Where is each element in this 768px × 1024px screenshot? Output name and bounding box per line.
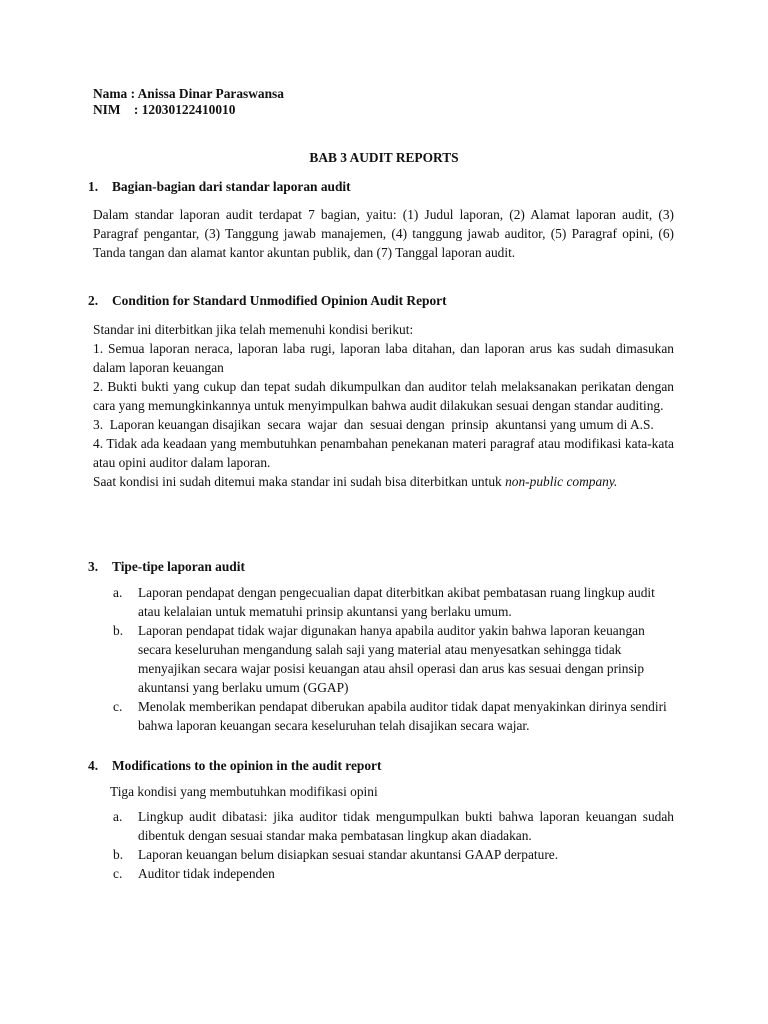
student-nim: NIM : 12030122410010 xyxy=(93,102,236,117)
student-header xyxy=(93,86,284,118)
section-title: Condition for Standard Unmodified Opinion Audit Report xyxy=(112,293,447,308)
section-2-body xyxy=(93,320,674,491)
list-item xyxy=(113,697,674,735)
list-item xyxy=(113,807,674,845)
section-4-intro xyxy=(110,782,691,801)
list-item xyxy=(113,845,674,864)
list-item xyxy=(113,864,674,883)
condition-item: 1. Semua laporan neraca, laporan laba rugi, laporan laba ditahan, dan laporan arus kas sudah dimasukan dalam laporan keuangan xyxy=(93,341,674,375)
section-number: 2. xyxy=(88,293,99,308)
condition-item: 4. Tidak ada keadaan yang membutuhkan penambahan penekanan materi paragraf atau modifikasi kata-kata atau opini auditor dalam laporan. xyxy=(93,436,674,470)
document-title: BAB 3 AUDIT REPORTS xyxy=(309,150,459,165)
section-title: Modifications to the opinion in the audit report xyxy=(112,758,382,773)
condition-item: 2. Bukti bukti yang cukup dan tepat sudah dikumpulkan dan auditor telah melaksanakan perikatan dengan cara yang memungkinkannya untuk menyimpulkan bahwa audit dilakukan sesuai dengan standar auditing. xyxy=(93,379,674,413)
audit-report-types-list xyxy=(113,583,674,735)
list-item xyxy=(113,583,674,621)
list-item-text: Laporan pendapat tidak wajar digunakan hanya apabila auditor yakin bahwa laporan keuangan secara keseluruhan mengandung salah saji yang material atau menyesatkan sehingga tidak menyajikan secara wajar posisi keuangan atau ahsil operasi dan arus kas sesuai dengan prinsip akuntansi yang berlaku umum (GGAP) xyxy=(138,623,645,695)
modification-conditions-list xyxy=(113,807,674,883)
list-item xyxy=(113,621,674,697)
section-number: 1. xyxy=(88,179,99,194)
section-1-heading xyxy=(88,177,351,196)
closing-text: Saat kondisi ini sudah ditemui maka standar ini sudah bisa diterbitkan untuk xyxy=(93,474,506,489)
condition-item: 3. Laporan keuangan disajikan secara wajar dan sesuai dengan prinsip akuntansi yang umum di A.S. xyxy=(93,417,654,432)
closing-paragraph xyxy=(93,472,674,491)
student-name: Nama : Anissa Dinar Paraswansa xyxy=(93,86,284,101)
list-item-text: Laporan keuangan belum disiapkan sesuai standar akuntansi GAAP derpature. xyxy=(138,847,559,862)
list-marker: a. xyxy=(113,809,123,824)
list-item-text: Laporan pendapat dengan pengecualian dapat diterbitkan akibat pembatasan ruang lingkup audit atau kelalaian untuk mematuhi prinsip akuntansi yang berlaku umum. xyxy=(138,585,655,619)
list-marker: c. xyxy=(113,699,123,714)
section-1-paragraph xyxy=(93,205,674,262)
section-intro: Tiga kondisi yang membutuhkan modifikasi opini xyxy=(110,784,378,799)
list-marker: b. xyxy=(113,623,124,638)
section-4-heading xyxy=(88,756,381,775)
paragraph-text: Dalam standar laporan audit terdapat 7 bagian, yaitu: (1) Judul laporan, (2) Alamat laporan audit, (3) Paragraf pengantar, (3) Tanggung jawab manajemen, (4) tanggung jawab auditor, (5) Paragraf opini, (6) Tanda tangan dan alamat kantor akuntan publik, dan (7) Tanggal laporan audit. xyxy=(93,207,674,260)
section-number: 3. xyxy=(88,559,99,574)
list-item-text: Lingkup audit dibatasi: jika auditor tidak mengumpulkan bukti bahwa laporan keuangan sudah dibentuk dengan sesuai standar maka pembatasan lingkup akan diadakan. xyxy=(138,809,674,843)
section-intro: Standar ini diterbitkan jika telah memenuhi kondisi berikut: xyxy=(93,322,414,337)
list-item-text: Menolak memberikan pendapat diberukan apabila auditor tidak dapat menyakinkan dirinya sendiri bahwa laporan keuangan secara keseluruhan telah disajikan secara wajar. xyxy=(138,699,667,733)
section-2-heading xyxy=(88,291,447,310)
closing-italic: non-public company. xyxy=(505,474,618,489)
section-number: 4. xyxy=(88,758,99,773)
section-3-heading xyxy=(88,557,245,576)
section-title: Bagian-bagian dari standar laporan audit xyxy=(112,179,351,194)
list-marker: c. xyxy=(113,866,123,881)
section-title: Tipe-tipe laporan audit xyxy=(112,559,245,574)
list-item-text: Auditor tidak independen xyxy=(138,866,275,881)
list-marker: b. xyxy=(113,847,124,862)
list-marker: a. xyxy=(113,585,123,600)
